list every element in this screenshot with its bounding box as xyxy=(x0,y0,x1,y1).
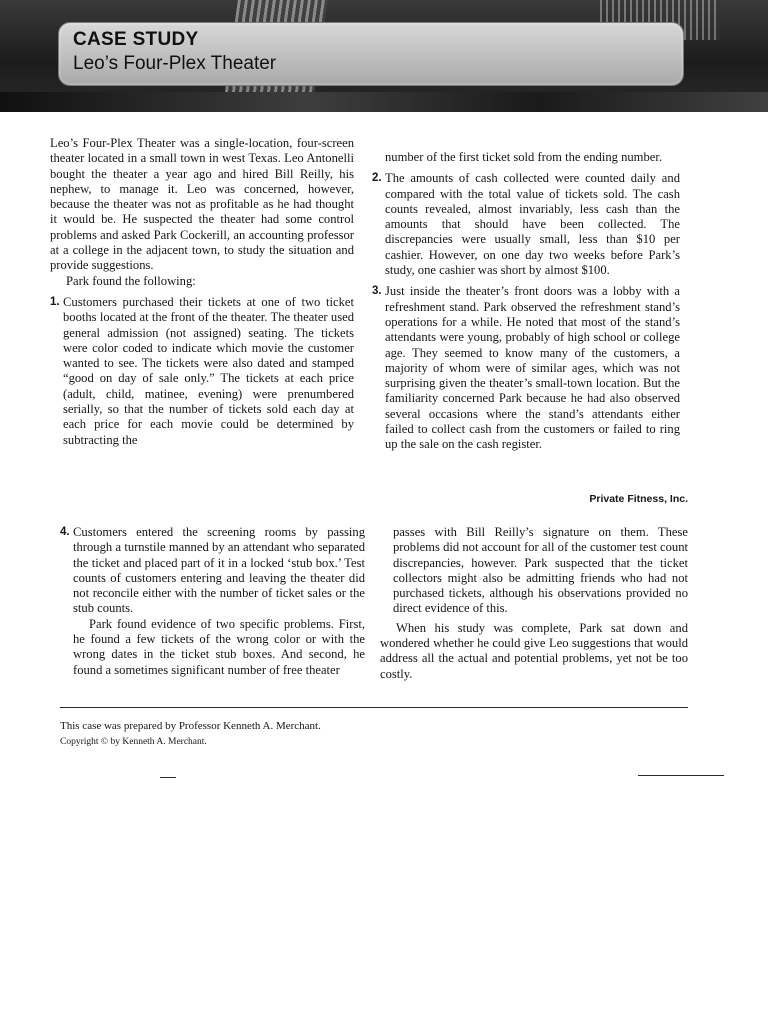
list-item-4 xyxy=(60,525,365,617)
list-item-4-continued xyxy=(380,525,688,617)
list-item-text: Customers purchased their tickets at one of two ticket booths located at the front of the theater. The theater used general admission (not assigned) seating. The tickets were color coded to indicate which movie the customer wanted to see. The tickets were also dated and stamped “good on day of sale only.” The tickets at each price (adult, child, matinee, evening) were prenumbered serially, so that the number of tickets sold each day at each price for each movie could be determined by subtracting the xyxy=(63,294,354,447)
prepared-by: This case was prepared by Professor Kenneth A. Merchant. xyxy=(60,720,321,732)
list-number: 3. xyxy=(372,285,382,298)
list-item-3 xyxy=(372,284,680,452)
list-item-text: Park found evidence of two specific problems. First, he found a few tickets of the wrong color or with the wrong dates in the ticket stub boxes. And second, he found a sometimes significant number of free theater xyxy=(73,616,365,677)
left-column-bottom xyxy=(60,525,365,678)
copyright: Copyright © by Kenneth A. Merchant. xyxy=(60,737,207,747)
case-title: Leo’s Four-Plex Theater xyxy=(73,53,277,74)
list-item-2 xyxy=(372,171,680,278)
header-banner xyxy=(0,0,768,112)
title-box xyxy=(58,22,684,86)
list-number: 1. xyxy=(50,295,60,308)
right-column-bottom xyxy=(380,525,688,682)
list-item-text: The amounts of cash collected were counted daily and compared with the total value of tickets sold. The cash counts revealed, almost invariably, less cash than the amounts that should have been collected. The discrepancies were usually small, less than $10 per cashier. However, on one day two weeks before Park’s study, one cashier was short by almost $100. xyxy=(385,171,680,278)
bleed-mark-left xyxy=(160,777,176,778)
footer-divider xyxy=(60,707,688,708)
intro-lead-in: Park found the following: xyxy=(66,273,196,288)
closing-paragraph: When his study was complete, Park sat down and wondered whether he could give Leo suggestions that would address all the actual and potential problems, yet not be too costly. xyxy=(380,620,688,681)
intro-paragraph: Leo’s Four-Plex Theater was a single-location, four-screen theater located in a small town in west Texas. Leo Antonelli bought the theater a year ago and hired Bill Reilly, his nephew, to manage it. Leo was concerned, however, because the theater was not as profitable as he had thought it would be. He suspected the theater had some control problems and asked Park Cockerill, an accounting professor at a college in the adjacent town, to study the situation and provide suggestions. xyxy=(50,136,354,273)
list-item-4-paragraph-2 xyxy=(60,617,365,678)
list-item-text: Just inside the theater’s front doors was a lobby with a refreshment stand. Park observed the refreshment stand’s operations for a while. He noted that most of the stand’s attendants were young, probably of high school or college age. They seemed to know many of the customers, a majority of whom were of similar ages, which was not surprising given the theater’s small-town location. But the familiarity concerned Park because he had also observed several occasions where the stand’s attendants either failed to collect cash from the customers or failed to ring up the sale on the cash register. xyxy=(385,284,680,452)
bleed-mark-right xyxy=(638,775,724,776)
right-column-top xyxy=(372,150,680,453)
footer-note xyxy=(60,718,560,750)
list-item-1 xyxy=(50,295,354,448)
banner-photo-floor xyxy=(0,92,768,112)
list-item-1-continued xyxy=(372,150,680,165)
list-item-text: number of the first ticket sold from the ending number. xyxy=(385,150,663,164)
left-column-top xyxy=(50,136,354,448)
list-number: 2. xyxy=(372,172,382,185)
next-case-heading: Private Fitness, Inc. xyxy=(589,493,688,505)
list-item-text: Customers entered the screening rooms by passing through a turnstile manned by an attendant who separated the ticket and placed part of it in a locked ‘stub box.’ Test counts of customers entering and leaving the theater did not reconcile either with the number of ticket sales or the stub counts. xyxy=(73,525,365,616)
list-item-text: passes with Bill Reilly’s signature on them. These problems did not account for all of the customer test count discrepancies, however. Park suspected that the ticket collectors might also be admitting friends who had not purchased tickets, although his observations provided no direct evidence of this. xyxy=(393,525,688,616)
list-number: 4. xyxy=(60,526,70,538)
case-study-label: CASE STUDY xyxy=(73,29,199,50)
